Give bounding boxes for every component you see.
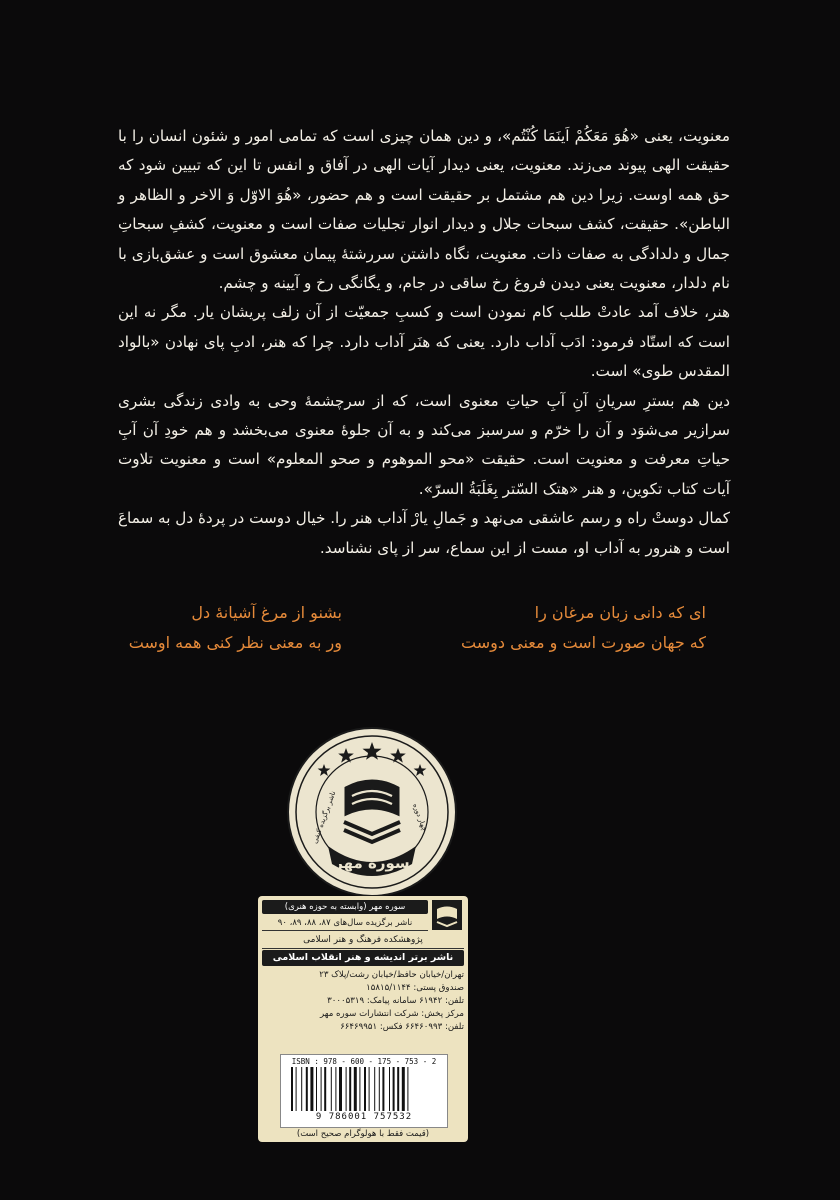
publisher-institute: پژوهشکده فرهنگ و هنر اسلامی	[262, 933, 464, 949]
publisher-info-label	[258, 896, 468, 1142]
paragraph-spirituality: معنویت، یعنی «هُوَ مَعَکُمْ اَینَمَا کُنْتُم»، و دین همان چیزی است که تمامی امور و شئون انسان را با حقیقت الهی پیوند می‌زند. معنویت، یعنی دیدار آیات الهی در آفاق و انفس تا این که تبیین شود که حق همه اوست. زیرا دین هم مشتمل بر حقیقت است و هم حضور، «هُوَ الاوّل وَ الاخر و الظاهر و الباطن». حقیقت، کشف سبحات جلال و دیدار انوار تجلیات صفات است و معنویت، کشفِ سبحاتِ جمال و دلدادگی به صفات ذات. معنویت، نگاه داشتن سررشتهٔ پیمان معشوق است و عشق‌بازی با نام دلدار، معنویت یعنی دیدن فروغ رخ ساقی در جام، و یگانگی رخ و آیینه و چشم.	[118, 127, 730, 293]
poem-line: که جهان صورت است و معنی دوست	[461, 633, 706, 652]
isbn-barcode	[280, 1054, 448, 1128]
poem-line: ای که دانی زبان مرغان را	[534, 603, 706, 622]
publisher-slogan: ناشر برتر اندیشه و هنر انقلاب اسلامی	[262, 950, 464, 966]
poem-right-hemistich	[461, 598, 706, 658]
barcode-icon	[291, 1067, 437, 1111]
publisher-award-years: ناشر برگزیده سال‌های ۸۷، ۸۸، ۸۹، ۹۰	[262, 916, 428, 931]
seal-award-text: چهار دوره	[411, 802, 429, 833]
publisher-address	[262, 969, 464, 1034]
poem-line: ور به معنی نظر کنی همه اوست	[128, 633, 342, 652]
publisher-book-icon	[432, 900, 462, 930]
publisher-name: سوره مهر (وابسته به حوزه هنری)	[262, 900, 428, 914]
address-line: تهران/خیابان حافظ/خیابان رشت/پلاک ۲۳	[319, 970, 464, 980]
address-line: مرکز پخش: شرکت انتشارات سوره مهر	[320, 1009, 464, 1019]
body-text	[118, 122, 730, 563]
paragraph-religion: دین هم بسترِ سریانِ آنِ آبِ حیاتِ معنوی است، که از سرچشمهٔ وحی به وادی زندگی بشری سرازیر می‌شوَد و آن را خرّم و سرسبز می‌کند و به آن جلوهٔ معنوی می‌بخشد و هم خودِ آن آبِ حیاتِ معرفت و معنویت است. حقیقت «محو الموهوم و صحو المعلوم» است و معنویت تلاوت آیات کتاب تکوین، و هنر «هتک السّتر بِغَلَبَةُ السرّ».	[118, 391, 730, 498]
poem-left-hemistich	[128, 598, 342, 658]
address-line: تلفن: ۶۶۴۶۰۹۹۳ فکس: ۶۶۴۶۹۹۵۱	[340, 1022, 464, 1032]
address-line: صندوق پستی: ۱۵۸۱۵/۱۱۴۴	[366, 983, 464, 993]
paragraph-art: هنر، خلاف آمد عادتْ طلب کام نمودن است و کسبِ جمعیّت از آن زلف پریشان یار. مگر نه این است که استّاد فرمود: ادَب آداب دارد. یعنی که هنَر آداب دارد. چرا که هنر، ادبِ پای نهادن «بالواد المقدس طوی» است.	[118, 303, 730, 381]
seal-ring-text: ناشر برگزیده کیفی	[310, 789, 338, 845]
seal-name: سوره مهر	[334, 854, 410, 872]
publisher-seal-logo	[286, 726, 458, 898]
poem-line: بشنو از مرغ آشیانهٔ دل	[191, 603, 342, 622]
ean-number: 9 786001 757532	[315, 1112, 413, 1122]
isbn-label: ISBN : 978 - 600 - 175 - 753 - 2	[291, 1057, 437, 1066]
address-line: تلفن: ۶۱۹۴۲ سامانه پیامک: ۳۰۰۰۵۳۱۹	[327, 996, 464, 1006]
paragraph-beauty: کمال دوستْ راه و رسم عاشقی می‌نهد و جَمالِ یارْ آداب هنر را. خیال دوست در پردهٔ دل به سماعَ است و هنرور به آداب او، مست از این سماع، سر از پای نشناسد.	[118, 509, 730, 557]
price-note: (قیمت فقط با هولوگرام صحیح است)	[296, 1129, 430, 1139]
